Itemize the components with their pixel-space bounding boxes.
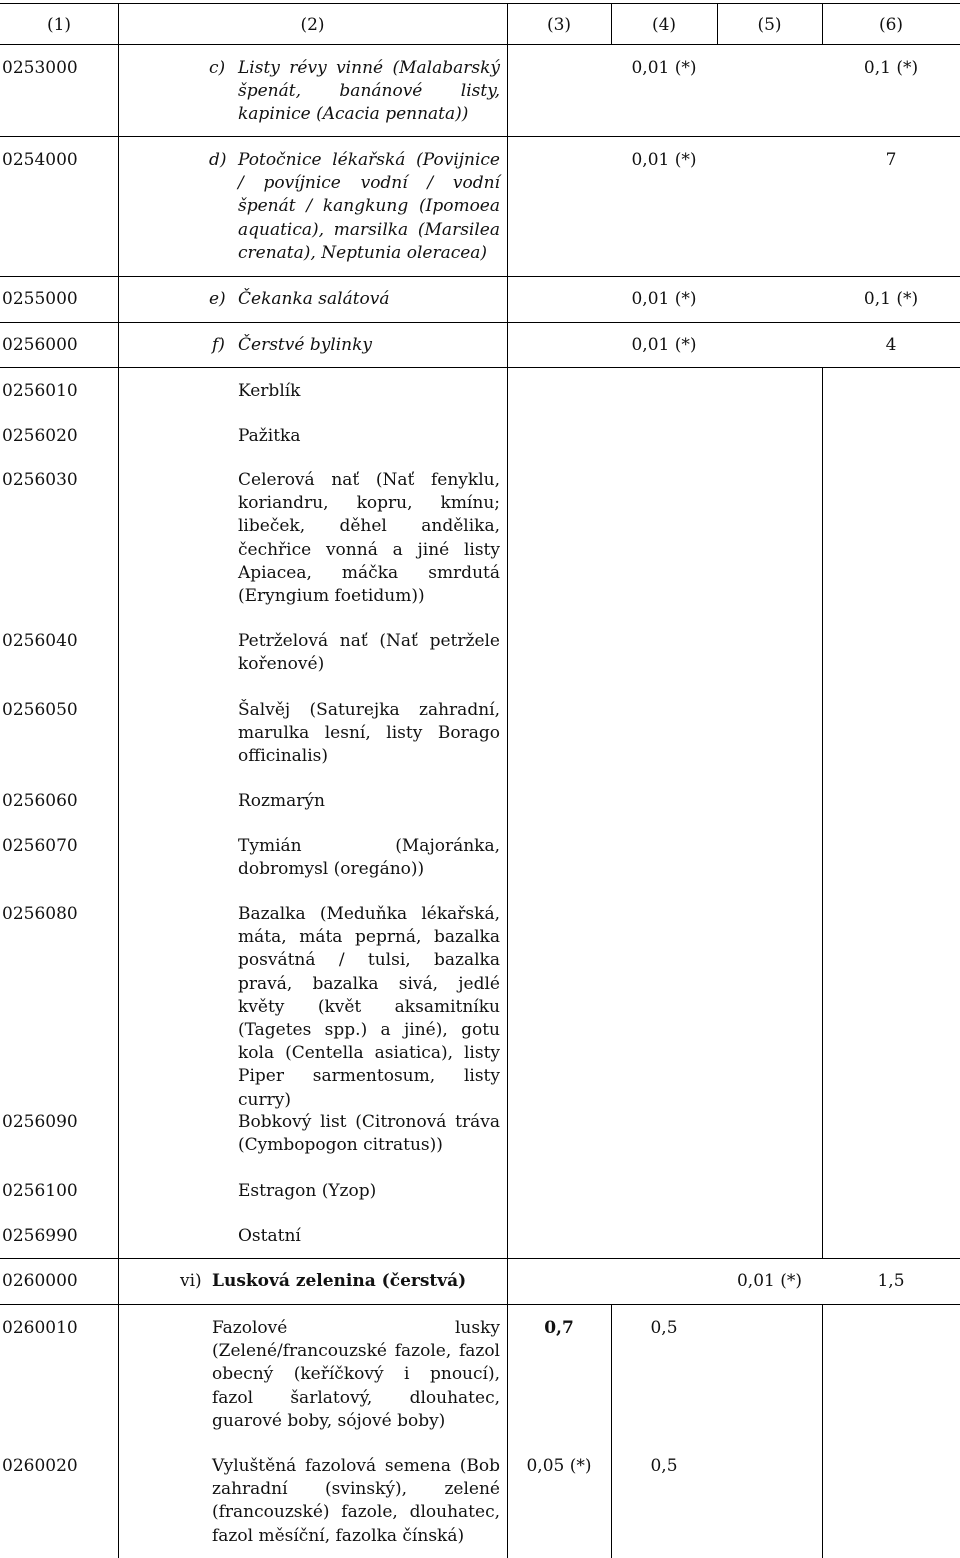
product-name: Tymián (Majoránka, dobromysl (oregáno)) — [238, 836, 500, 880]
product-name: Petrželová nať (Nať petržele kořenové) — [238, 631, 500, 675]
mrl-value: 7 — [885, 150, 897, 170]
table-top-border — [0, 3, 960, 4]
product-name: Čekanka salátová — [238, 289, 390, 309]
product-code: 0253000 — [2, 58, 78, 78]
mrl-value: 0,01 (*) — [631, 335, 697, 355]
column-divider — [611, 1304, 612, 1558]
product-name: Pažitka — [238, 426, 301, 446]
product-name: Bazalka (Meduňka lékařská, máta, máta peprná, bazalka posvátná / tulsi, bazalka pravá, bazalka sivá, jedlé květy (květ aksamitníku (Tagetes spp.) a jiné), gotu kola (Centella asiatica), listy Piper sarmentosum, listy curry) — [238, 904, 500, 1110]
product-code: 0256030 — [2, 470, 78, 490]
mrl-value: 1,5 — [877, 1271, 905, 1291]
product-code: 0254000 — [2, 150, 78, 170]
product-code: 0256000 — [2, 335, 78, 355]
mrl-value: 0,01 (*) — [631, 289, 697, 309]
header-col-1: (1) — [46, 15, 72, 35]
header-col-2: (2) — [300, 15, 325, 35]
row-marker: f) — [212, 335, 225, 355]
mrl-value: 0,05 (*) — [526, 1456, 592, 1476]
mrl-value: 0,1 (*) — [863, 58, 919, 78]
product-name: Fazolové lusky (Zelené/francouzské fazole, fazol obecný (keříčkový i pnoucí), fazol šarlatový, dlouhatec, guarové boby, sójové boby) — [212, 1318, 500, 1431]
product-name: Bobkový list (Citronová tráva (Cymbopogon citratus)) — [238, 1112, 500, 1156]
product-code: 0260020 — [2, 1456, 78, 1476]
header-col-5: (5) — [757, 15, 782, 35]
product-code: 0256090 — [2, 1112, 78, 1132]
product-code: 0256100 — [2, 1181, 78, 1201]
product-code: 0260010 — [2, 1318, 78, 1338]
column-divider — [118, 3, 119, 1558]
row-marker: c) — [209, 58, 226, 78]
product-name: Šalvěj (Saturejka zahradní, marulka lesní, listy Borago officinalis) — [238, 700, 500, 767]
product-name: Celerová nať (Nať fenyklu, koriandru, kopru, kmínu; libeček, děhel andělika, čechřice vonná a jiné listy Apiacea, máčka smrdutá (Eryngium foetidum)) — [238, 470, 500, 607]
product-name: Kerblík — [238, 381, 301, 401]
product-name: Listy révy vinné (Malabarský špenát, banánové listy, kapinice (Acacia pennata)) — [238, 58, 500, 125]
row-divider — [0, 136, 960, 137]
product-name: Čerstvé bylinky — [238, 335, 373, 355]
product-code: 0256050 — [2, 700, 78, 720]
mrl-value: 0,5 — [650, 1318, 678, 1338]
row-marker: vi) — [180, 1271, 202, 1291]
mrl-value: 0,01 (*) — [631, 150, 697, 170]
column-divider — [822, 1304, 823, 1558]
product-code: 0256010 — [2, 381, 78, 401]
mrl-value: 0,1 (*) — [863, 289, 919, 309]
mrl-value: 0,7 — [544, 1318, 574, 1338]
product-name: Ostatní — [238, 1226, 301, 1246]
product-code: 0256990 — [2, 1226, 78, 1246]
mrl-value: 0,01 (*) — [631, 58, 697, 78]
header-col-6: (6) — [878, 15, 904, 35]
row-divider — [0, 1258, 960, 1259]
header-col-3: (3) — [546, 15, 572, 35]
header-col-4: (4) — [651, 15, 677, 35]
product-name: Potočnice lékařská (Povijnice / povíjnice vodní / vodní špenát / kangkung (Ipomoea aquatica), marsilka (Marsilea crenata), Neptunia oleracea) — [238, 150, 500, 263]
mrl-value: 4 — [885, 335, 897, 355]
product-name: Lusková zelenina (čerstvá) — [212, 1271, 467, 1291]
row-divider — [0, 276, 960, 277]
row-divider — [0, 367, 960, 368]
row-marker: e) — [209, 289, 226, 309]
row-marker: d) — [209, 150, 227, 170]
product-name: Estragon (Yzop) — [238, 1181, 377, 1201]
product-name: Rozmarýn — [238, 791, 325, 811]
product-code: 0256060 — [2, 791, 78, 811]
product-code: 0256070 — [2, 836, 78, 856]
row-divider — [0, 322, 960, 323]
mrl-value: 0,01 (*) — [736, 1271, 803, 1291]
product-code: 0256080 — [2, 904, 78, 924]
header-bottom-border — [0, 44, 960, 45]
row-divider — [0, 1304, 960, 1305]
product-code: 0260000 — [2, 1271, 78, 1291]
product-name: Vyluštěná fazolová semena (Bob zahradní (svinský), zelené (francouzské) fazole, dlouhatec, fazol měsíční, fazolka čínská) — [212, 1456, 500, 1546]
product-code: 0256040 — [2, 631, 78, 651]
product-code: 0255000 — [2, 289, 78, 309]
mrl-value: 0,5 — [650, 1456, 678, 1476]
product-code: 0256020 — [2, 426, 78, 446]
column-divider — [822, 367, 823, 1258]
